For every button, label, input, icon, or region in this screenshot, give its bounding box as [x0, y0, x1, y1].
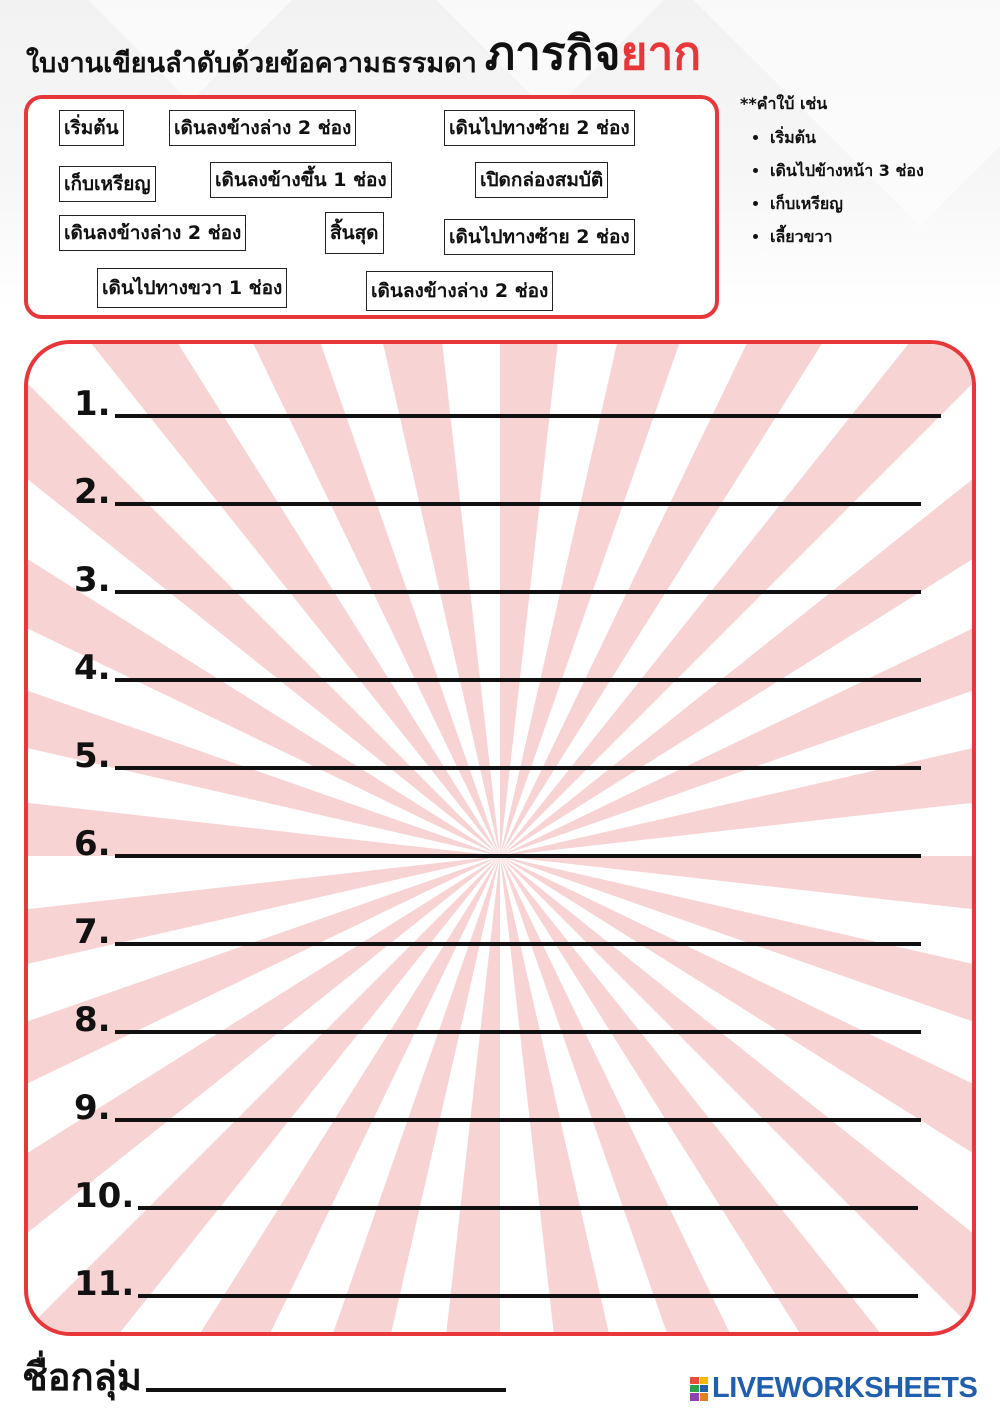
answer-number: 9. — [74, 1088, 111, 1128]
title-difficulty: ยาก — [620, 26, 702, 80]
word-chip[interactable]: เปิดกล่องสมบัติ — [475, 162, 608, 198]
word-bank-box — [24, 95, 719, 319]
answer-row — [74, 990, 921, 1040]
word-chip[interactable]: เดินลงข้างล่าง 2 ช่อง — [59, 215, 246, 251]
answer-line[interactable] — [115, 854, 921, 858]
answer-line[interactable] — [115, 502, 921, 506]
group-name-label: ชื่อกลุ่ม — [22, 1355, 142, 1399]
hint-item: • เลี้ยวขวา — [770, 220, 990, 253]
answer-line[interactable] — [115, 678, 921, 682]
word-chip[interactable]: เดินไปทางขวา 1 ช่อง — [97, 268, 287, 308]
answer-number: 3. — [74, 560, 111, 600]
word-chip[interactable]: เดินลงข้างล่าง 2 ช่อง — [366, 271, 553, 311]
answer-row — [74, 638, 921, 688]
answer-line[interactable] — [115, 1118, 921, 1122]
answer-number: 1. — [74, 384, 111, 424]
word-chip[interactable]: เดินลงข้างล่าง 2 ช่อง — [169, 110, 356, 146]
answer-row — [74, 726, 921, 776]
hints-list — [740, 121, 990, 253]
answer-number: 5. — [74, 736, 111, 776]
answer-line[interactable] — [138, 1294, 918, 1298]
answer-number: 11. — [74, 1264, 135, 1304]
liveworksheets-brand — [690, 1372, 977, 1405]
word-chip[interactable]: เดินไปทางซ้าย 2 ช่อง — [444, 219, 635, 255]
answer-row — [74, 1078, 921, 1128]
answer-number: 2. — [74, 472, 111, 512]
answer-line[interactable] — [138, 1206, 918, 1210]
hint-item: • เริ่มต้น — [770, 121, 990, 154]
word-chip[interactable]: สิ้นสุด — [325, 212, 384, 254]
answer-line[interactable] — [115, 1030, 921, 1034]
answer-row — [74, 1166, 918, 1216]
answer-number: 8. — [74, 1000, 111, 1040]
answer-line[interactable] — [115, 590, 921, 594]
worksheet-title — [26, 26, 702, 90]
answer-panel — [24, 340, 976, 1336]
answer-line[interactable] — [115, 414, 941, 418]
word-chip[interactable]: เริ่มต้น — [59, 110, 124, 146]
word-chip[interactable]: เก็บเหรียญ — [59, 166, 156, 202]
word-chip[interactable]: เดินลงข้างขึ้น 1 ช่อง — [210, 162, 392, 198]
hint-item: • เดินไปข้างหน้า 3 ช่อง — [770, 154, 990, 187]
answer-row — [74, 374, 941, 424]
title-mission: ภารกิจ — [484, 26, 621, 80]
answer-row — [74, 1254, 918, 1304]
hint-item: • เก็บเหรียญ — [770, 187, 990, 220]
answer-line[interactable] — [115, 942, 921, 946]
answer-number: 6. — [74, 824, 111, 864]
answer-row — [74, 814, 921, 864]
hints-title: **คำใบ้ เช่น — [740, 94, 828, 113]
answer-row — [74, 462, 921, 512]
answer-line[interactable] — [115, 766, 921, 770]
brand-text: LIVEWORKSHEETS — [712, 1372, 978, 1404]
word-chip[interactable]: เดินไปทางซ้าย 2 ช่อง — [444, 110, 635, 146]
answer-row — [74, 902, 921, 952]
answer-number: 7. — [74, 912, 111, 952]
group-name-line[interactable] — [146, 1388, 506, 1392]
hints-box — [740, 92, 990, 253]
title-main: ใบงานเขียนลำดับด้วยข้อความธรรมดา — [26, 48, 477, 79]
answer-row — [74, 550, 921, 600]
answer-number: 10. — [74, 1176, 135, 1216]
answer-number: 4. — [74, 648, 111, 688]
group-name-field — [22, 1352, 506, 1402]
liveworksheets-logo-icon — [690, 1377, 708, 1401]
